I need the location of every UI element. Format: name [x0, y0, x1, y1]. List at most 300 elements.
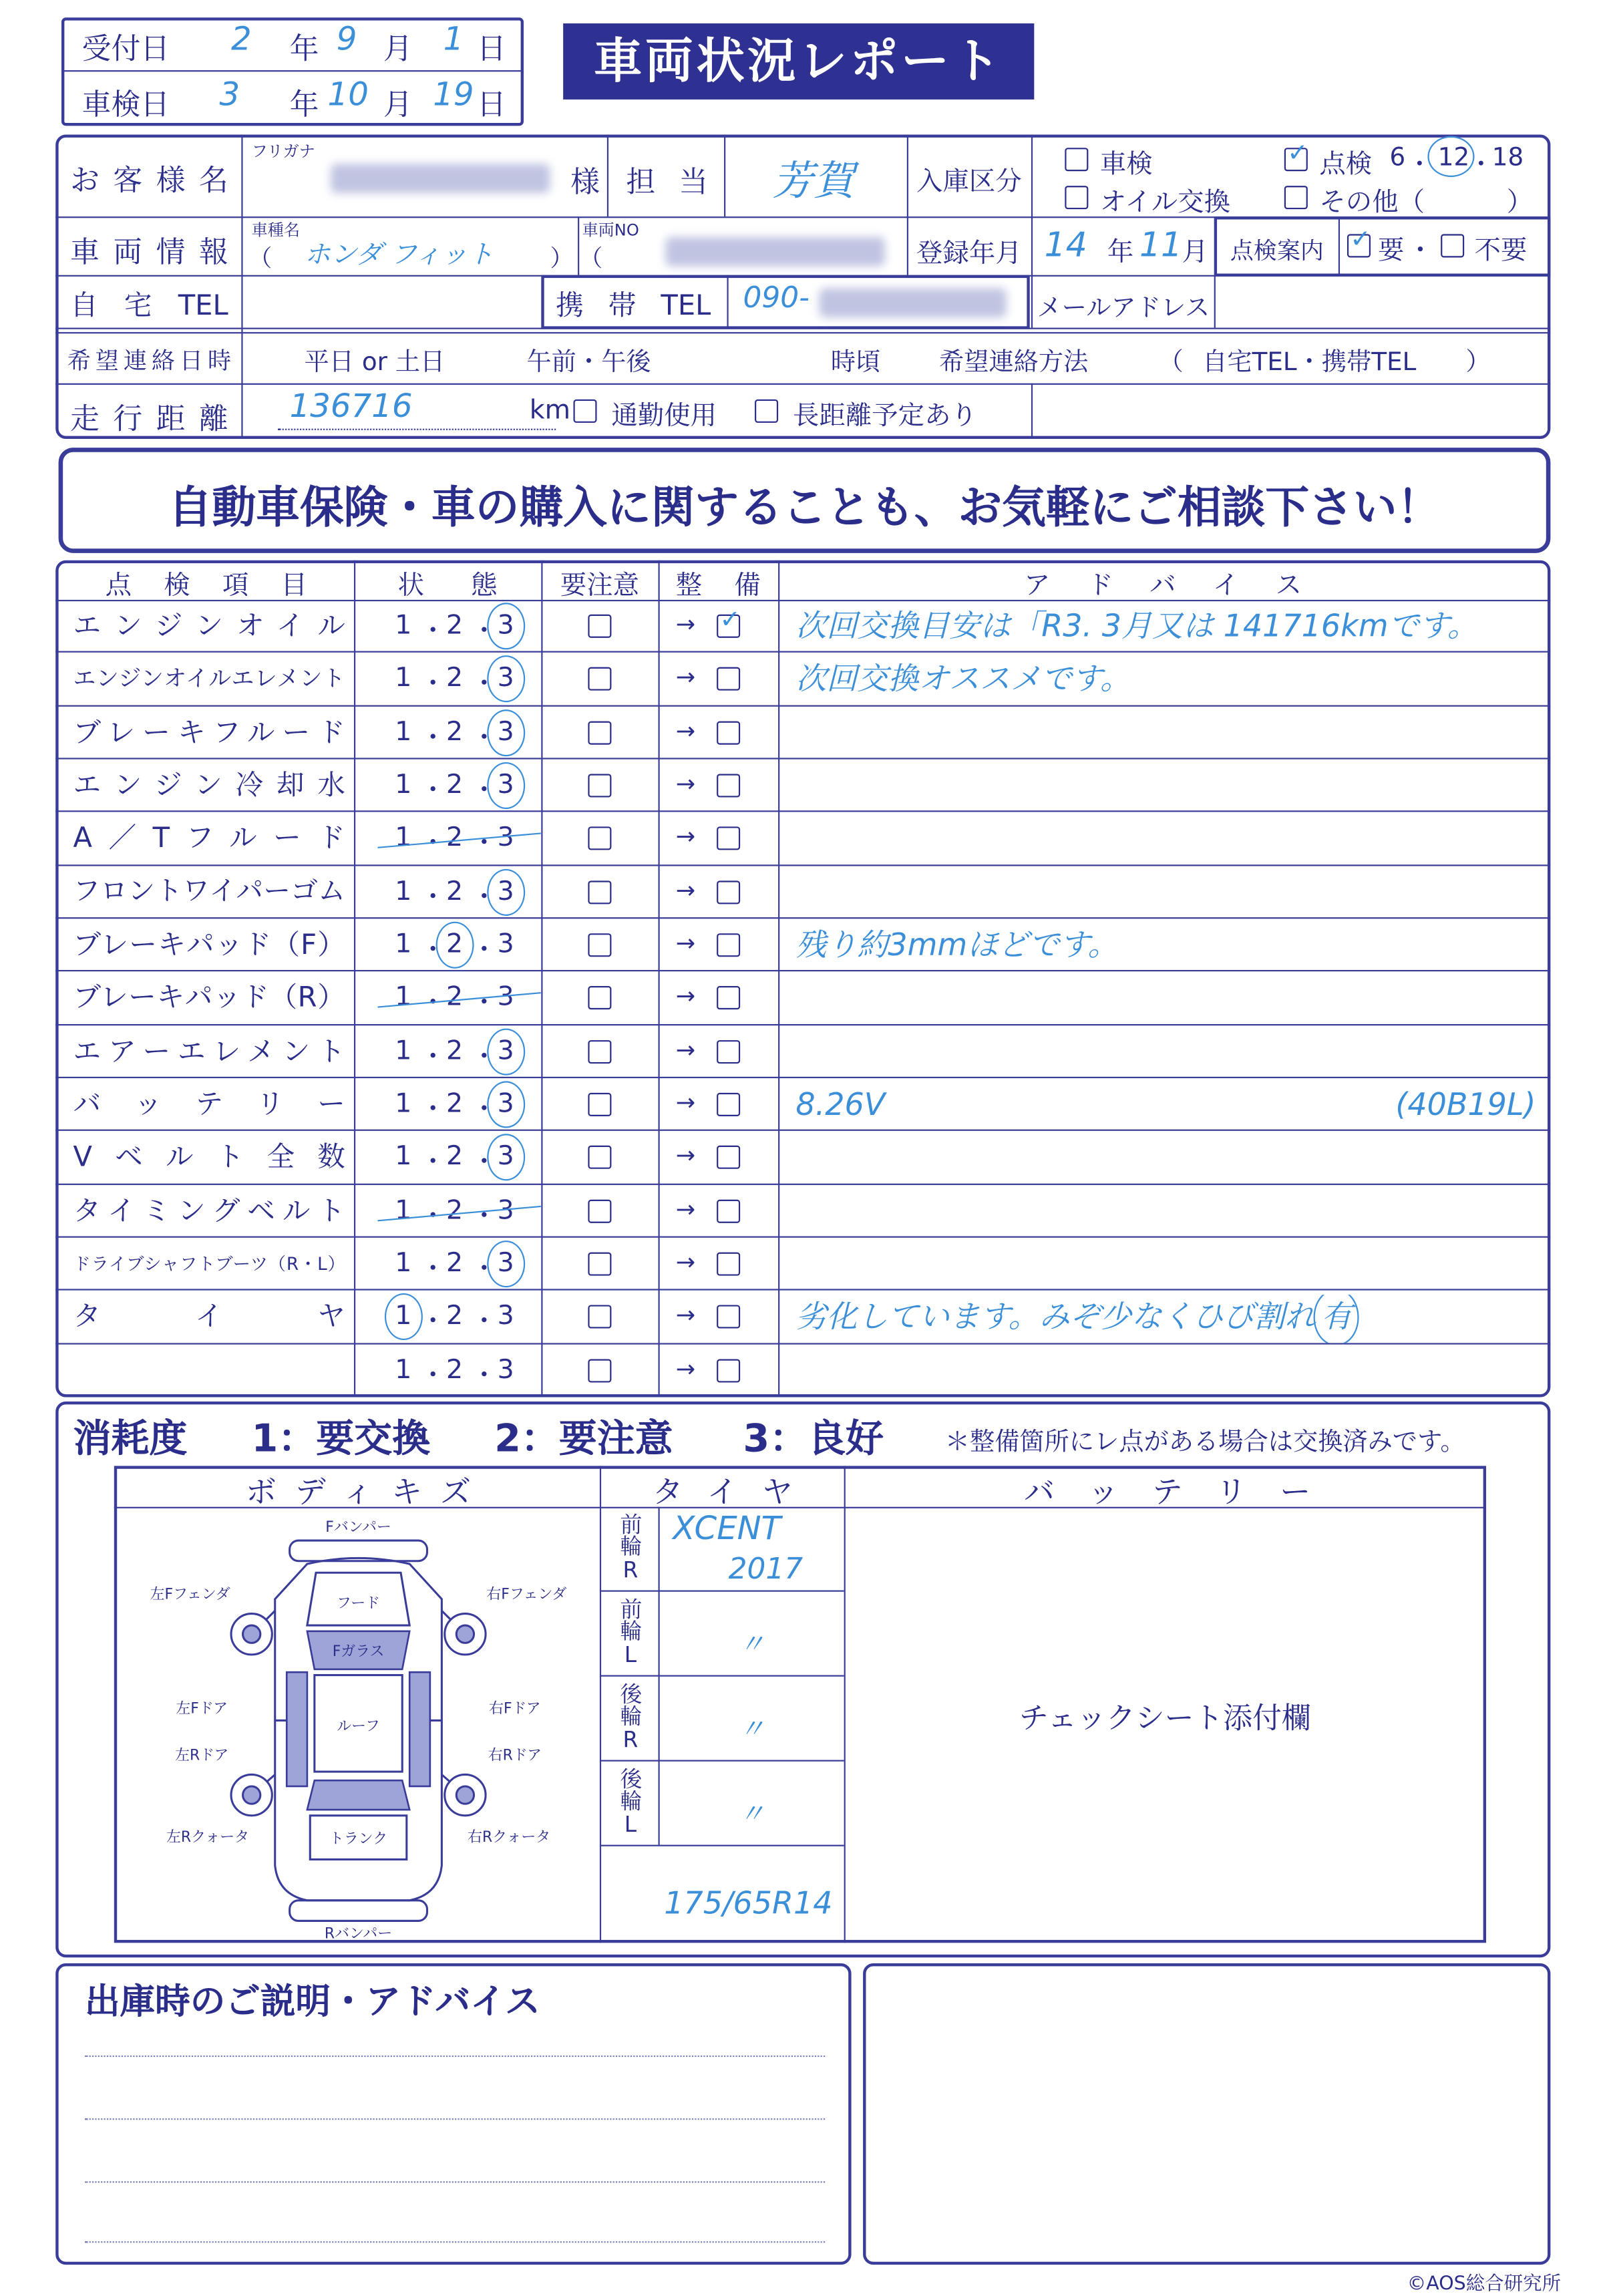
maintenance-checkbox[interactable] [717, 721, 740, 744]
status-option-1[interactable]: 1 [395, 982, 412, 1013]
status-option-1[interactable]: 1 [395, 929, 412, 960]
advice-writing-line[interactable] [85, 2181, 825, 2182]
staff-value[interactable]: 芳賀 [772, 156, 854, 205]
table-rule [1214, 275, 1216, 328]
windshield-label: Fガラス [332, 1643, 385, 1661]
vehicle-info-label: 車両情報 [70, 234, 228, 269]
table-rule [727, 275, 728, 328]
status-option-3[interactable]: 3 [497, 1301, 514, 1332]
contact-method-choice[interactable]: 自宅TEL・携帯TEL [1202, 348, 1417, 378]
status-option-2[interactable]: 2 [445, 982, 464, 1013]
right-rear-door-label: 右Rドア [488, 1747, 542, 1764]
status-option-3[interactable]: 3 [497, 770, 514, 801]
status-separator: ・ [471, 1254, 498, 1285]
header-status: 状態 [397, 570, 498, 602]
report-title: 車両状況レポート [563, 23, 1034, 100]
other-checkbox[interactable] [1284, 186, 1308, 209]
month-unit: 月 [1182, 236, 1208, 268]
status-option-2[interactable]: 2 [445, 1194, 464, 1226]
redacted-mobile-tel [819, 288, 1006, 317]
mobile-tel-value[interactable]: 090- [743, 279, 810, 315]
status-option-2[interactable]: 2 [445, 929, 464, 960]
registration-label: 登録年月 [916, 238, 1022, 269]
staff-label: 担当 [626, 164, 708, 199]
date-box-divider [61, 70, 524, 71]
vehicle-number-label: 車両NO [582, 220, 639, 240]
customer-name-label: お客様名 [70, 162, 228, 198]
legend-item-1: 1：要交換 [251, 1418, 431, 1462]
front-left-tire-ditto[interactable]: 〃 [738, 1629, 765, 1661]
inspection-row [55, 653, 1550, 706]
status-separator: ・ [471, 1200, 498, 1232]
redacted-vehicle-number [665, 237, 885, 267]
inspection-item-label: エアーエレメント [73, 1035, 345, 1068]
table-rule [55, 332, 1550, 333]
status-separator: ・ [471, 1094, 498, 1126]
right-rear-quarter-label: 右Rクォータ [468, 1829, 551, 1846]
tire-position-front-left: 前輪L [617, 1597, 644, 1668]
year-unit: 年 [1107, 236, 1134, 268]
caution-checkbox[interactable] [588, 880, 611, 904]
status-separator: ・ [419, 1307, 446, 1338]
year-unit: 年 [289, 30, 319, 66]
status-separator: ・ [419, 1254, 446, 1285]
table-rule [600, 1675, 844, 1677]
status-separator: ・ [471, 988, 498, 1019]
tenken-interval-12[interactable]: 12 [1437, 143, 1470, 173]
table-rule [724, 134, 725, 216]
right-front-door-label: 右Fドア [489, 1700, 541, 1717]
tenken-interval-18[interactable]: 18 [1491, 143, 1524, 173]
inspection-row [55, 706, 1550, 760]
inspection-item-label [73, 1353, 345, 1388]
maintenance-checkbox[interactable] [717, 1253, 740, 1276]
advice-writing-line[interactable] [85, 2118, 825, 2120]
maintenance-checkbox[interactable] [717, 1359, 740, 1382]
preferred-contact-label: 希望連絡日時 [67, 347, 232, 375]
maintenance-arrow: → [675, 610, 696, 639]
status-separator: ・ [419, 828, 446, 860]
status-option-2[interactable]: 2 [445, 1301, 464, 1332]
legend-note: ＊整備箇所にレ点がある場合は交換済みです。 [944, 1428, 1465, 1458]
rear-left-tire-ditto[interactable]: 〃 [738, 1799, 765, 1830]
status-separator: ・ [471, 616, 498, 647]
table-rule [600, 1466, 601, 1943]
maintenance-arrow: → [675, 663, 696, 691]
table-rule [1338, 216, 1340, 275]
status-option-2[interactable]: 2 [445, 1088, 464, 1120]
inspection-row [55, 1184, 1550, 1238]
status-separator: ・ [419, 1200, 446, 1232]
maintenance-checkbox[interactable] [717, 1040, 740, 1063]
status-option-3[interactable]: 3 [497, 929, 514, 960]
maintenance-checkbox[interactable] [717, 1146, 740, 1170]
status-option-2[interactable]: 2 [445, 1354, 464, 1385]
status-option-3[interactable]: 3 [497, 1354, 514, 1385]
status-option-1[interactable]: 1 [395, 1248, 412, 1279]
status-separator: ・ [419, 988, 446, 1019]
status-option-2[interactable]: 2 [445, 1142, 464, 1173]
table-rule [241, 134, 242, 439]
rear-bumper-shape [290, 1901, 427, 1921]
status-option-2[interactable]: 2 [445, 876, 464, 907]
advice-cell[interactable] [795, 1348, 1534, 1396]
status-option-2[interactable]: 2 [445, 1035, 464, 1067]
maintenance-checkbox[interactable] [717, 827, 740, 850]
left-rear-door-label: 左Rドア [175, 1747, 229, 1764]
tire-size[interactable]: 175/65R14 [664, 1885, 833, 1921]
status-option-1[interactable]: 1 [395, 1301, 412, 1332]
roof-label: ルーフ [337, 1717, 380, 1735]
maintenance-checkbox[interactable] [717, 987, 740, 1010]
status-option-3[interactable]: 3 [497, 716, 514, 748]
legend-item-3: 3：良好 [743, 1418, 884, 1462]
status-separator: ・ [471, 1360, 498, 1391]
status-separator: ・ [471, 1307, 498, 1338]
inspection-item-label: ブレーキパッド（R） [73, 982, 345, 1015]
status-separator: ・ [419, 935, 446, 966]
day-unit: 日 [476, 86, 506, 122]
inspection-row [55, 972, 1550, 1025]
inspection-row [55, 1344, 1550, 1398]
advice-cell[interactable] [795, 711, 1534, 758]
inspection-day-value[interactable]: 19 [433, 77, 474, 114]
long-distance-label: 長距離予定あり [792, 401, 977, 432]
status-option-1[interactable]: 1 [395, 663, 412, 695]
long-distance-checkbox[interactable] [755, 399, 778, 423]
status-option-1[interactable]: 1 [395, 1194, 412, 1226]
status-option-1[interactable]: 1 [395, 610, 412, 641]
tenken-interval-6[interactable]: 6 [1389, 143, 1406, 173]
rear-glass-shape [307, 1780, 409, 1810]
caution-checkbox[interactable] [588, 1199, 611, 1222]
tire-header: タイヤ [652, 1474, 793, 1510]
header-advice: アドバイス [1024, 570, 1302, 602]
inspection-year-value[interactable]: 3 [219, 77, 240, 114]
advice-cell[interactable] [795, 976, 1534, 1023]
advice-text[interactable]: 劣化しています。みぞ少なくひび割れ [795, 1299, 1316, 1335]
status-separator: ・ [471, 935, 498, 966]
status-option-1[interactable]: 1 [395, 876, 412, 907]
advice-text[interactable]: 次回交換目安は「R3. 3月又は 141716kmです。 [795, 609, 1478, 644]
inspection-guide-label: 点検案内 [1230, 236, 1324, 265]
table-rule [1031, 383, 1033, 439]
header-maintenance: 整備 [675, 570, 761, 602]
caution-checkbox[interactable] [588, 1306, 611, 1329]
mileage-value[interactable]: 136716 [289, 389, 413, 426]
inspection-date-label: 車検日 [81, 86, 170, 122]
status-option-3[interactable]: 3 [497, 1194, 514, 1226]
status-separator: ・ [419, 776, 446, 807]
tenken-label: 点検 [1319, 149, 1373, 180]
mileage-label: 走行距離 [70, 401, 228, 436]
advice-writing-line[interactable] [85, 2056, 825, 2057]
maintenance-arrow: → [675, 1035, 696, 1063]
maintenance-arrow: → [675, 1354, 696, 1383]
advice-text[interactable]: 残り約3mmほどです。 [795, 927, 1119, 963]
advice-cell[interactable] [795, 657, 1534, 705]
other-label: その他 [1319, 187, 1399, 218]
reception-month-value[interactable]: 9 [336, 21, 357, 59]
mobile-tel-label: 携帯TEL [556, 289, 711, 322]
status-separator: ・ [419, 1094, 446, 1126]
inspection-row [55, 760, 1550, 813]
maintenance-arrow: → [675, 716, 696, 745]
guide-not-required-checkbox[interactable] [1441, 234, 1464, 257]
maintenance-arrow: → [675, 1194, 696, 1223]
advice-cell[interactable] [795, 604, 1534, 651]
email-label: メールアドレス [1037, 294, 1210, 323]
caution-checkbox[interactable] [588, 1253, 611, 1276]
advice-cell[interactable] [795, 1189, 1534, 1237]
front-right-tire-year[interactable]: 2017 [728, 1550, 803, 1586]
mileage-underline [278, 429, 556, 430]
inspection-item-label: ドライブシャフトブーツ（R・L） [73, 1254, 345, 1275]
inspection-row [55, 1132, 1550, 1185]
advice-cell[interactable] [795, 923, 1534, 971]
tire-position-front-right: 前輪R [617, 1512, 644, 1583]
left-front-fender-label: 左Fフェンダ [150, 1586, 230, 1603]
advice-cell[interactable] [795, 764, 1534, 811]
status-option-1[interactable]: 1 [395, 1088, 412, 1120]
status-separator: ・ [419, 882, 446, 913]
caution-checkbox[interactable] [588, 1359, 611, 1382]
maintenance-checkbox[interactable] [717, 934, 740, 957]
caution-checkbox[interactable] [588, 615, 611, 638]
paren-open: （ [1158, 348, 1184, 378]
paren-close: ） [1506, 187, 1534, 218]
blank-notes-box[interactable] [863, 1963, 1550, 2265]
caution-checkbox[interactable] [588, 721, 611, 744]
car-body-diagram[interactable] [117, 1508, 600, 1941]
maintenance-checkbox[interactable] [717, 774, 740, 798]
advice-cell[interactable] [795, 1242, 1534, 1289]
inspection-row [55, 919, 1550, 972]
caution-checkbox[interactable] [588, 987, 611, 1010]
year-unit: 年 [289, 86, 319, 122]
maintenance-checkbox[interactable] [717, 880, 740, 904]
month-unit: 月 [383, 86, 413, 122]
table-rule [55, 383, 1550, 385]
maintenance-arrow: → [675, 1088, 696, 1117]
paren-open: （ [1398, 187, 1425, 218]
caution-checkbox[interactable] [588, 1093, 611, 1116]
reception-year-value[interactable]: 2 [231, 21, 252, 59]
status-option-3[interactable]: 3 [497, 822, 514, 854]
status-option-3[interactable]: 3 [497, 1248, 514, 1279]
advice-cell[interactable] [795, 870, 1534, 917]
redacted-customer-name [331, 164, 550, 193]
hood-label: フード [337, 1595, 381, 1612]
left-front-door-label: 左Fドア [176, 1700, 228, 1717]
inspection-item-label: タイヤ [73, 1301, 345, 1334]
status-option-1[interactable]: 1 [395, 1354, 412, 1385]
status-option-1[interactable]: 1 [395, 1142, 412, 1173]
front-right-tire-brand[interactable]: XCENT [673, 1511, 781, 1548]
caution-checkbox[interactable] [588, 827, 611, 850]
guide-required-checkbox[interactable] [1347, 234, 1371, 257]
table-rule [607, 134, 608, 216]
table-rule [1031, 134, 1033, 275]
status-option-2[interactable]: 2 [445, 1248, 464, 1279]
caution-checkbox[interactable] [588, 1040, 611, 1063]
registration-month-value[interactable]: 11 [1139, 226, 1183, 265]
oil-change-checkbox[interactable] [1065, 186, 1088, 209]
maintenance-checkbox[interactable] [717, 1093, 740, 1116]
inspection-row [55, 866, 1550, 919]
ampm-choice[interactable]: 午前・午後 [526, 348, 651, 378]
status-option-1[interactable]: 1 [395, 770, 412, 801]
day-unit: 日 [476, 30, 506, 66]
maintenance-arrow: → [675, 1248, 696, 1277]
tenken-checkbox[interactable] [1284, 148, 1308, 171]
status-separator: ・ [419, 722, 446, 754]
guide-required-label: 要 [1377, 235, 1405, 267]
status-separator: ・ [419, 1041, 446, 1072]
advice-right-note[interactable]: (40B19L) [1395, 1087, 1536, 1122]
status-separator: ・ [471, 1041, 498, 1072]
advice-cell[interactable] [795, 1295, 1534, 1343]
furigana-label: フリガナ [251, 142, 315, 161]
table-rule [600, 1591, 844, 1592]
status-separator: ・ [471, 776, 498, 807]
status-option-2[interactable]: 2 [445, 770, 464, 801]
maintenance-checkbox[interactable] [717, 1306, 740, 1329]
hour-suffix: 時頃 [830, 348, 881, 378]
inspection-item-label: エンジン冷却水 [73, 770, 345, 802]
inspection-row [55, 600, 1550, 653]
inspection-month-value[interactable]: 10 [327, 77, 369, 114]
day-choice[interactable]: 平日 or 土日 [304, 348, 445, 378]
mileage-unit: km [529, 395, 571, 426]
status-separator: ・ [471, 882, 498, 913]
table-rule [600, 1760, 844, 1762]
inspection-item-label: フロントワイパーゴム [73, 876, 345, 907]
selected-interval-circle [1427, 136, 1474, 177]
right-front-fender-label: 右Fフェンダ [486, 1586, 567, 1603]
status-option-2[interactable]: 2 [445, 663, 464, 695]
maintenance-checkbox[interactable] [717, 668, 740, 691]
inspection-row [55, 1078, 1550, 1132]
right-window-shape [409, 1672, 430, 1786]
model-label: 車種名 [251, 220, 300, 240]
home-tel-label: 自宅TEL [70, 289, 228, 322]
interval-separator: ・ [1407, 150, 1433, 180]
caution-checkbox[interactable] [588, 1146, 611, 1170]
model-value[interactable]: ホンダ フィット [304, 240, 494, 271]
status-separator: ・ [419, 669, 446, 700]
consultation-banner: 自動車保険・車の購入に関することも、お気軽にご相談下さい！ [168, 482, 1441, 534]
inspection-item-label: ブレーキフルード [73, 716, 345, 749]
maintenance-arrow: → [675, 1301, 696, 1329]
inspection-item-label: ブレーキパッド（F） [73, 929, 345, 962]
maintenance-checkbox[interactable] [717, 615, 740, 638]
status-option-3[interactable]: 3 [497, 1035, 514, 1067]
header-item: 点検項目 [105, 570, 307, 602]
inspection-item-label: Vベルト全数 [73, 1142, 345, 1174]
status-option-3[interactable]: 3 [497, 876, 514, 907]
table-rule [600, 1845, 844, 1846]
left-window-shape [287, 1672, 307, 1786]
caution-checkbox[interactable] [588, 934, 611, 957]
caution-checkbox[interactable] [588, 774, 611, 798]
status-option-3[interactable]: 3 [497, 982, 514, 1013]
reception-date-label: 受付日 [81, 30, 170, 66]
advice-cell[interactable] [795, 1136, 1534, 1183]
status-option-3[interactable]: 3 [497, 610, 514, 641]
trunk-label: トランク [329, 1830, 388, 1848]
shaken-checkbox[interactable] [1065, 148, 1088, 171]
front-bumper-label: Fバンパー [325, 1518, 391, 1536]
left-rear-quarter-label: 左Rクォータ [166, 1829, 249, 1846]
status-option-2[interactable]: 2 [445, 822, 464, 854]
entry-type-label: 入庫区分 [916, 166, 1022, 198]
reception-day-value[interactable]: 1 [443, 21, 464, 59]
shaken-label: 車検 [1099, 149, 1153, 180]
body-damage-header: ボディキズ [245, 1474, 472, 1510]
inspection-row [55, 1291, 1550, 1344]
advice-writing-line[interactable] [85, 2241, 825, 2243]
legend-label: 消耗度 [73, 1418, 188, 1462]
inspection-item-label: バッテリー [73, 1088, 345, 1121]
guide-not-required-label: 不要 [1474, 235, 1528, 267]
copyright-footer: ©AOS総合研究所 [1407, 2273, 1562, 2296]
advice-cell[interactable] [795, 1029, 1534, 1077]
status-option-2[interactable]: 2 [445, 716, 464, 748]
status-option-3[interactable]: 3 [497, 1088, 514, 1120]
inspection-rows [55, 600, 1550, 1398]
maintenance-arrow: → [675, 822, 696, 851]
advice-circled-mark: 有 [1321, 1295, 1352, 1339]
status-option-3[interactable]: 3 [497, 1142, 514, 1173]
maintenance-arrow: → [675, 929, 696, 957]
inspection-item-label: エンジンオイルエレメント [73, 666, 345, 693]
advice-cell[interactable] [795, 817, 1534, 864]
advice-text[interactable]: 8.26V [795, 1087, 886, 1122]
status-separator: ・ [471, 828, 498, 860]
honorific: 様 [570, 164, 600, 199]
rear-right-tire-ditto[interactable]: 〃 [738, 1714, 765, 1746]
departure-advice-title: 出庫時のご説明・アドバイス [85, 1981, 540, 2022]
legend-item-2: 2：要注意 [494, 1418, 673, 1462]
maintenance-checkbox[interactable] [717, 1199, 740, 1222]
paren-close: ） [550, 244, 574, 273]
battery-header: バッテリー [1024, 1474, 1311, 1510]
interval-separator: ・ [1468, 150, 1493, 180]
commute-label: 通勤使用 [611, 401, 717, 432]
tire-position-rear-right: 後輪R [617, 1682, 644, 1753]
maintenance-arrow: → [675, 1142, 696, 1170]
maintenance-arrow: → [675, 770, 696, 798]
status-separator: ・ [419, 616, 446, 647]
status-option-1[interactable]: 1 [395, 822, 412, 854]
paren-close: ） [1465, 348, 1491, 378]
status-option-2[interactable]: 2 [445, 610, 464, 641]
inspection-item-label: A／Tフルード [73, 822, 345, 856]
paren-open: （ [248, 244, 273, 273]
status-separator: ・ [471, 1148, 498, 1179]
status-option-1[interactable]: 1 [395, 716, 412, 748]
registration-year-value[interactable]: 14 [1044, 226, 1087, 265]
status-separator: ・ [419, 1148, 446, 1179]
caution-checkbox[interactable] [588, 668, 611, 691]
paren-open: （ [579, 244, 603, 273]
commute-checkbox[interactable] [573, 399, 596, 423]
advice-text[interactable]: 次回交換オススメです。 [795, 661, 1131, 697]
inspection-row [55, 1238, 1550, 1291]
status-option-3[interactable]: 3 [497, 663, 514, 695]
status-option-1[interactable]: 1 [395, 1035, 412, 1067]
